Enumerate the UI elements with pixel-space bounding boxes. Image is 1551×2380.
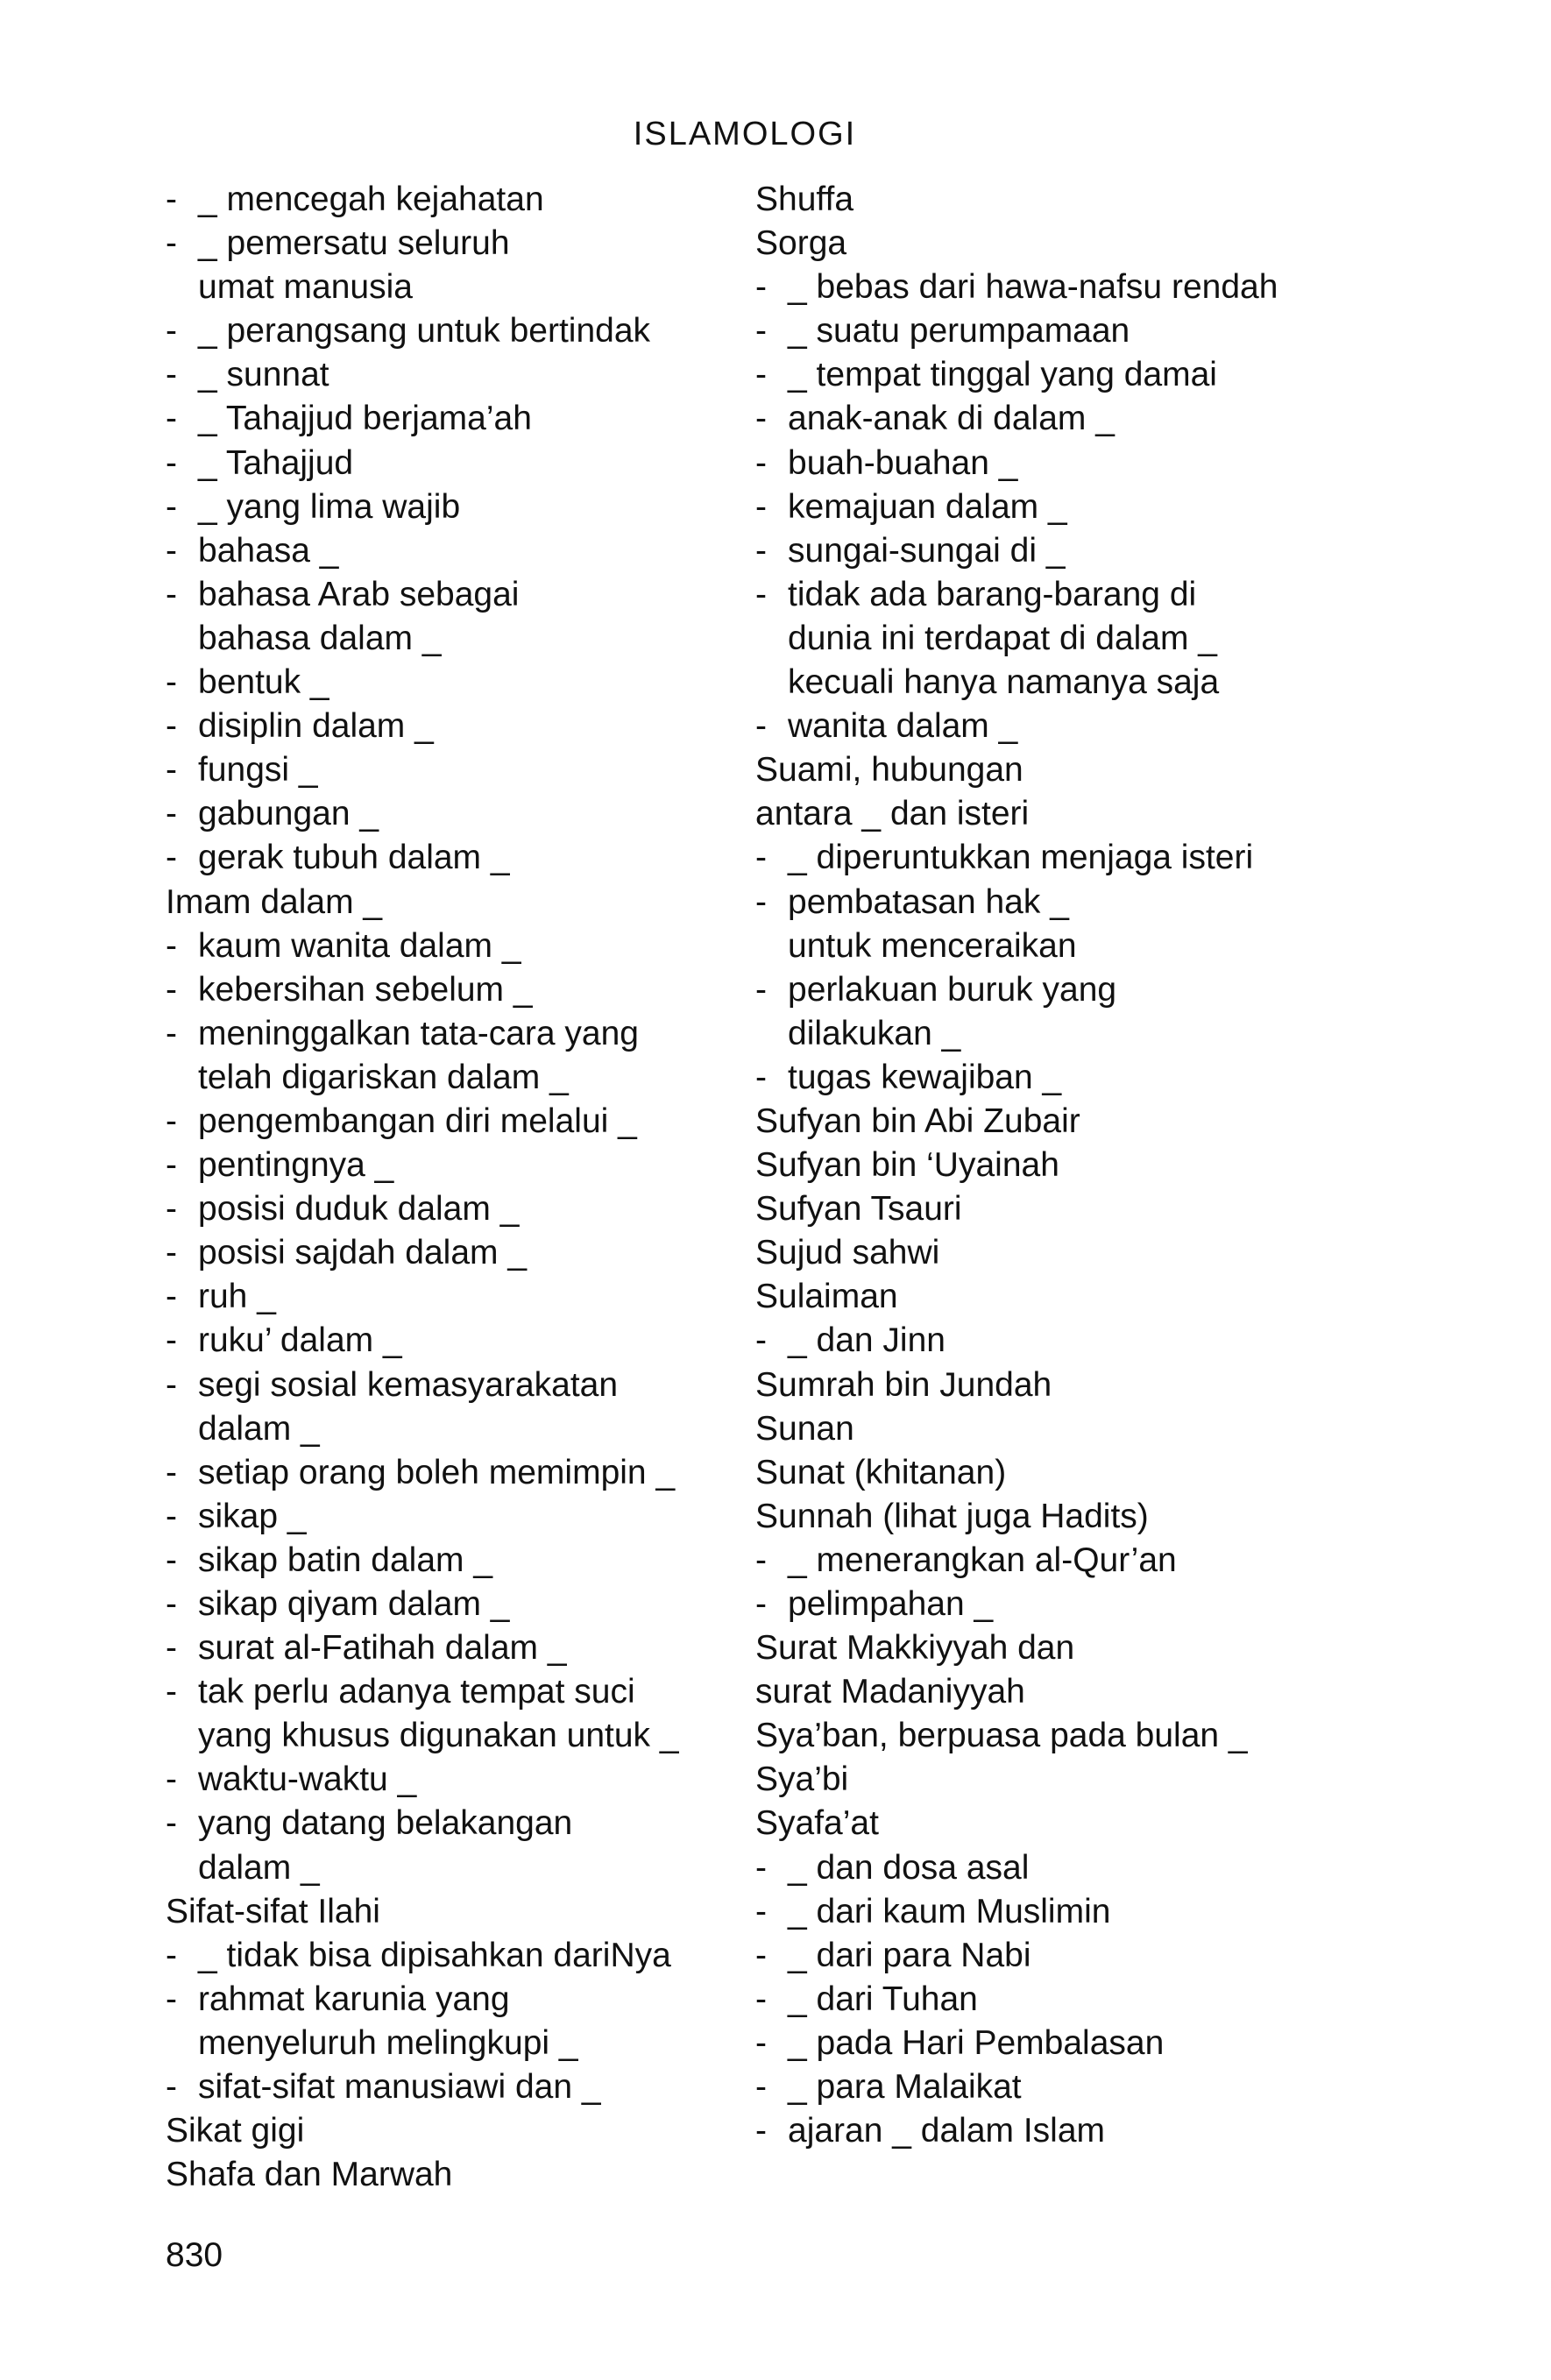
- entry-text-line: kaum wanita dalam _: [198, 926, 521, 965]
- index-subentry: [755, 573, 1421, 705]
- subentry-dash: -: [166, 1585, 177, 1623]
- entry-text-line: bahasa _: [198, 531, 339, 570]
- subentry-dash: -: [166, 1365, 177, 1404]
- index-subentry: [166, 222, 744, 309]
- subentry-dash: -: [755, 1585, 767, 1623]
- entry-text-line: sifat-sifat manusiawi dan _: [198, 2068, 601, 2107]
- entry-text-line: Sufyan bin Abi Zubair: [755, 1101, 1080, 1140]
- index-subentry: [755, 2109, 1421, 2153]
- index-subentry: [166, 924, 744, 968]
- index-subentry: [755, 1539, 1421, 1583]
- entry-text-line: gerak tubuh dalam _: [198, 839, 510, 877]
- index-entry: [166, 1890, 744, 1934]
- subentry-dash: -: [166, 2068, 177, 2107]
- index-subentry: [166, 1451, 744, 1495]
- entry-text-line: buah-buahan _: [788, 443, 1018, 482]
- entry-text-line: posisi duduk dalam _: [198, 1190, 520, 1229]
- entry-text-line: Sya’bi: [755, 1760, 849, 1799]
- index-entry: [755, 1187, 1421, 1231]
- index-subentry: [755, 705, 1421, 748]
- entry-text-line: _ dari kaum Muslimin: [788, 1892, 1111, 1930]
- entry-text-line: _ bebas dari hawa-nafsu rendah: [788, 268, 1278, 307]
- subentry-dash: -: [755, 2112, 767, 2150]
- entry-text-line: umat manusia: [198, 268, 413, 307]
- index-subentry: [166, 1934, 744, 1978]
- index-subentry: [166, 1626, 744, 1670]
- entry-text-line: Sunnah (lihat juga Hadits): [755, 1497, 1149, 1535]
- index-subentry: [755, 397, 1421, 441]
- entry-text-line: _ dari para Nabi: [788, 1936, 1031, 1974]
- entry-text-line: _ Tahajjud: [198, 443, 354, 482]
- subentry-dash: -: [755, 882, 767, 921]
- index-subentry: [755, 1846, 1421, 1890]
- entry-text-line: fungsi _: [198, 751, 318, 790]
- index-subentry: [755, 353, 1421, 397]
- index-subentry: [166, 442, 744, 485]
- entry-text-line: telah digariskan dalam _: [198, 1058, 569, 1096]
- index-subentry: [755, 2022, 1421, 2065]
- index-entry: [166, 2109, 744, 2153]
- index-column-left: [166, 178, 744, 2197]
- subentry-dash: -: [166, 1146, 177, 1185]
- index-entry: [755, 1626, 1421, 1670]
- entry-text-line: sungai-sungai di _: [788, 531, 1066, 570]
- subentry-dash: -: [755, 1848, 767, 1887]
- entry-text-line: setiap orang boleh memimpin _: [198, 1453, 676, 1491]
- entry-text-line: _ diperuntukkan menjaga isteri: [788, 839, 1254, 877]
- subentry-dash: -: [166, 795, 177, 833]
- entry-text-line: _ sunnat: [198, 356, 329, 394]
- entry-text-line: dalam _: [198, 1848, 320, 1887]
- subentry-dash: -: [755, 487, 767, 526]
- subentry-dash: -: [755, 575, 767, 613]
- index-subentry: [166, 1275, 744, 1319]
- subentry-dash: -: [166, 1234, 177, 1272]
- entry-text-line: antara _ dan isteri: [755, 795, 1030, 833]
- index-subentry: [166, 1495, 744, 1539]
- entry-text-line: bahasa dalam _: [198, 619, 442, 657]
- entry-text-line: Sunat (khitanan): [755, 1453, 1007, 1491]
- index-subentry: [755, 1583, 1421, 1626]
- index-subentry: [755, 2065, 1421, 2109]
- entry-text-line: surat al-Fatihah dalam _: [198, 1629, 567, 1668]
- entry-text-line: _ pada Hari Pembalasan: [788, 2023, 1165, 2062]
- index-subentry: [755, 266, 1421, 309]
- index-subentry: [166, 1319, 744, 1363]
- entry-text-line: _ pemersatu seluruh: [198, 224, 510, 263]
- entry-text-line: wanita dalam _: [788, 707, 1018, 746]
- entry-text-line: gabungan _: [198, 795, 379, 833]
- subentry-dash: -: [166, 707, 177, 746]
- index-entry: [755, 1364, 1421, 1407]
- subentry-dash: -: [166, 663, 177, 702]
- index-subentry: [755, 836, 1421, 880]
- entry-text-line: tugas kewajiban _: [788, 1058, 1062, 1096]
- subentry-dash: -: [755, 2068, 767, 2107]
- index-entry: [755, 1275, 1421, 1319]
- entry-text-line: menyeluruh melingkupi _: [198, 2023, 578, 2062]
- index-subentry: [755, 529, 1421, 573]
- entry-text-line: Sujud sahwi: [755, 1234, 940, 1272]
- entry-text-line: dunia ini terdapat di dalam _: [788, 619, 1217, 657]
- entry-text-line: yang datang belakangan: [198, 1804, 573, 1843]
- index-subentry: [755, 485, 1421, 529]
- entry-text-line: Shafa dan Marwah: [166, 2156, 453, 2194]
- entry-text-line: bahasa Arab sebagai: [198, 575, 520, 613]
- entry-text-line: _ tidak bisa dipisahkan dariNya: [198, 1936, 671, 1974]
- index-subentry: [166, 397, 744, 441]
- subentry-dash: -: [755, 400, 767, 438]
- subentry-dash: -: [755, 2023, 767, 2062]
- entry-text-line: _ yang lima wajib: [198, 487, 461, 526]
- index-subentry: [166, 705, 744, 748]
- entry-text-line: _ suatu perumpamaan: [788, 312, 1130, 351]
- index-subentry: [755, 1056, 1421, 1100]
- subentry-dash: -: [166, 531, 177, 570]
- index-entry: [166, 881, 744, 924]
- index-subentry: [166, 1583, 744, 1626]
- index-subentry: [755, 1890, 1421, 1934]
- index-subentry: [166, 1187, 744, 1231]
- subentry-dash: -: [166, 926, 177, 965]
- index-subentry: [755, 309, 1421, 353]
- entry-text-line: pengembangan diri melalui _: [198, 1101, 637, 1140]
- entry-text-line: pelimpahan _: [788, 1585, 994, 1623]
- subentry-dash: -: [755, 356, 767, 394]
- entry-text-line: Syafa’at: [755, 1804, 879, 1843]
- subentry-dash: -: [755, 1980, 767, 2018]
- index-entry: [755, 222, 1421, 266]
- index-subentry: [166, 309, 744, 353]
- entry-text-line: anak-anak di dalam _: [788, 400, 1115, 438]
- index-entry: [755, 1495, 1421, 1539]
- entry-text-line: _ dari Tuhan: [788, 1980, 978, 2018]
- subentry-dash: -: [166, 1980, 177, 2018]
- subentry-dash: -: [755, 970, 767, 1009]
- index-entry: [166, 2153, 744, 2197]
- subentry-dash: -: [755, 531, 767, 570]
- subentry-dash: -: [166, 1101, 177, 1140]
- entry-text-line: disiplin dalam _: [198, 707, 434, 746]
- entry-text-line: _ mencegah kejahatan: [198, 181, 544, 218]
- index-subentry: [166, 968, 744, 1012]
- subentry-dash: -: [755, 1936, 767, 1974]
- index-subentry: [166, 353, 744, 397]
- entry-text-line: Sulaiman: [755, 1278, 898, 1316]
- index-subentry: [166, 2065, 744, 2109]
- entry-text-line: Imam dalam _: [166, 882, 383, 921]
- index-subentry: [166, 573, 744, 661]
- index-subentry: [166, 748, 744, 792]
- index-subentry: [755, 1978, 1421, 2022]
- index-subentry: [166, 1144, 744, 1187]
- index-entry: [755, 1100, 1421, 1144]
- entry-text-line: Sikat gigi: [166, 2112, 305, 2150]
- entry-text-line: sikap _: [198, 1497, 307, 1535]
- entry-text-line: Sufyan Tsauri: [755, 1190, 962, 1229]
- subentry-dash: -: [166, 1629, 177, 1668]
- entry-text-line: kecuali hanya namanya saja: [788, 663, 1220, 702]
- index-subentry: [166, 1802, 744, 1889]
- subentry-dash: -: [166, 1936, 177, 1974]
- entry-text-line: segi sosial kemasyarakatan: [198, 1365, 619, 1404]
- entry-text-line: tidak ada barang-barang di: [788, 575, 1197, 613]
- subentry-dash: -: [166, 575, 177, 613]
- entry-text-line: posisi sajdah dalam _: [198, 1234, 528, 1272]
- index-entry: [755, 748, 1421, 792]
- entry-text-line: _ Tahajjud berjama’ah: [198, 400, 532, 438]
- subentry-dash: -: [755, 1541, 767, 1579]
- index-subentry: [166, 1100, 744, 1144]
- subentry-dash: -: [166, 1278, 177, 1316]
- index-subentry: [755, 442, 1421, 485]
- entry-text-line: Sumrah bin Jundah: [755, 1365, 1052, 1404]
- subentry-dash: -: [755, 1058, 767, 1096]
- subentry-dash: -: [166, 1190, 177, 1229]
- subentry-dash: -: [166, 356, 177, 394]
- entry-text-line: _ menerangkan al-Qur’an: [788, 1541, 1177, 1579]
- entry-text-line: Sifat-sifat Ilahi: [166, 1892, 380, 1930]
- index-subentry: [755, 1319, 1421, 1363]
- index-entry: [755, 1714, 1421, 1758]
- subentry-dash: -: [166, 970, 177, 1009]
- index-subentry: [166, 836, 744, 880]
- subentry-dash: -: [166, 1321, 177, 1360]
- entry-text-line: Sufyan bin ‘Uyainah: [755, 1146, 1059, 1185]
- entry-text-line: kemajuan dalam _: [788, 487, 1067, 526]
- entry-text-line: sikap batin dalam _: [198, 1541, 493, 1579]
- entry-text-line: _ dan dosa asal: [788, 1848, 1030, 1887]
- index-entry: [755, 178, 1421, 222]
- subentry-dash: -: [166, 1014, 177, 1052]
- subentry-dash: -: [755, 312, 767, 351]
- subentry-dash: -: [166, 1673, 177, 1711]
- index-subentry: [166, 529, 744, 573]
- entry-text-line: ruku’ dalam _: [198, 1321, 402, 1360]
- index-subentry: [166, 1670, 744, 1758]
- subentry-dash: -: [166, 1541, 177, 1579]
- entry-text-line: sikap qiyam dalam _: [198, 1585, 510, 1623]
- index-entry: [755, 1758, 1421, 1802]
- subentry-dash: -: [166, 224, 177, 263]
- entry-text-line: Sya’ban, berpuasa pada bulan _: [755, 1717, 1248, 1755]
- index-entry: [755, 1144, 1421, 1187]
- entry-text-line: pentingnya _: [198, 1146, 394, 1185]
- subentry-dash: -: [166, 1453, 177, 1491]
- subentry-dash: -: [755, 707, 767, 746]
- index-entry: [755, 1451, 1421, 1495]
- subentry-dash: -: [755, 839, 767, 877]
- page-number: 830: [166, 2236, 223, 2274]
- index-subentry: [166, 1758, 744, 1802]
- entry-text-line: pembatasan hak _: [788, 882, 1069, 921]
- entry-text-line: untuk menceraikan: [788, 926, 1077, 965]
- index-entry: [755, 1802, 1421, 1845]
- entry-text-line: perlakuan buruk yang: [788, 970, 1117, 1009]
- subentry-dash: -: [166, 1497, 177, 1535]
- index-subentry: [166, 792, 744, 836]
- entry-text-line: meninggalkan tata-cara yang: [198, 1014, 639, 1052]
- index-entry: [755, 1407, 1421, 1451]
- entry-text-line: Sunan: [755, 1409, 854, 1448]
- entry-text-line: yang khusus digunakan untuk _: [198, 1717, 679, 1755]
- entry-text-line: _ para Malaikat: [788, 2068, 1022, 2107]
- index-subentry: [755, 881, 1421, 968]
- entry-text-line: ruh _: [198, 1278, 276, 1316]
- subentry-dash: -: [166, 312, 177, 351]
- index-subentry: [166, 178, 744, 222]
- subentry-dash: -: [755, 1321, 767, 1360]
- entry-text-line: tak perlu adanya tempat suci: [198, 1673, 635, 1711]
- entry-text-line: Surat Makkiyyah dan: [755, 1629, 1075, 1668]
- subentry-dash: -: [166, 839, 177, 877]
- index-subentry: [166, 1539, 744, 1583]
- entry-text-line: Sorga: [755, 224, 847, 263]
- entry-text-line: bentuk _: [198, 663, 329, 702]
- subentry-dash: -: [166, 181, 177, 218]
- entry-text-line: waktu-waktu _: [198, 1760, 417, 1799]
- entry-text-line: ajaran _ dalam Islam: [788, 2112, 1106, 2150]
- index-subentry: [166, 1364, 744, 1451]
- index-subentry: [166, 1231, 744, 1275]
- subentry-dash: -: [166, 1760, 177, 1799]
- entry-text-line: _ tempat tinggal yang damai: [788, 356, 1217, 394]
- index-subentry: [166, 1978, 744, 2065]
- index-subentry: [166, 485, 744, 529]
- entry-text-line: _ dan Jinn: [788, 1321, 945, 1360]
- subentry-dash: -: [166, 487, 177, 526]
- entry-text-line: Suami, hubungan: [755, 751, 1023, 790]
- subentry-dash: -: [166, 751, 177, 790]
- entry-text-line: dalam _: [198, 1409, 320, 1448]
- index-subentry: [755, 968, 1421, 1056]
- subentry-dash: -: [755, 1892, 767, 1930]
- index-entry: [755, 792, 1421, 836]
- running-header: ISLAMOLOGI: [633, 116, 857, 152]
- index-column-right: [755, 178, 1421, 2153]
- index-subentry: [755, 1934, 1421, 1978]
- index-subentry: [166, 661, 744, 705]
- entry-text-line: dilakukan _: [788, 1014, 961, 1052]
- index-entry: [755, 1231, 1421, 1275]
- entry-text-line: _ perangsang untuk bertindak: [198, 312, 651, 351]
- entry-text-line: kebersihan sebelum _: [198, 970, 533, 1009]
- entry-text-line: surat Madaniyyah: [755, 1673, 1025, 1711]
- subentry-dash: -: [755, 268, 767, 307]
- subentry-dash: -: [755, 443, 767, 482]
- entry-text-line: rahmat karunia yang: [198, 1980, 510, 2018]
- index-entry: [755, 1670, 1421, 1714]
- subentry-dash: -: [166, 443, 177, 482]
- entry-text-line: Shuffa: [755, 181, 854, 218]
- subentry-dash: -: [166, 400, 177, 438]
- index-subentry: [166, 1012, 744, 1100]
- subentry-dash: -: [166, 1804, 177, 1843]
